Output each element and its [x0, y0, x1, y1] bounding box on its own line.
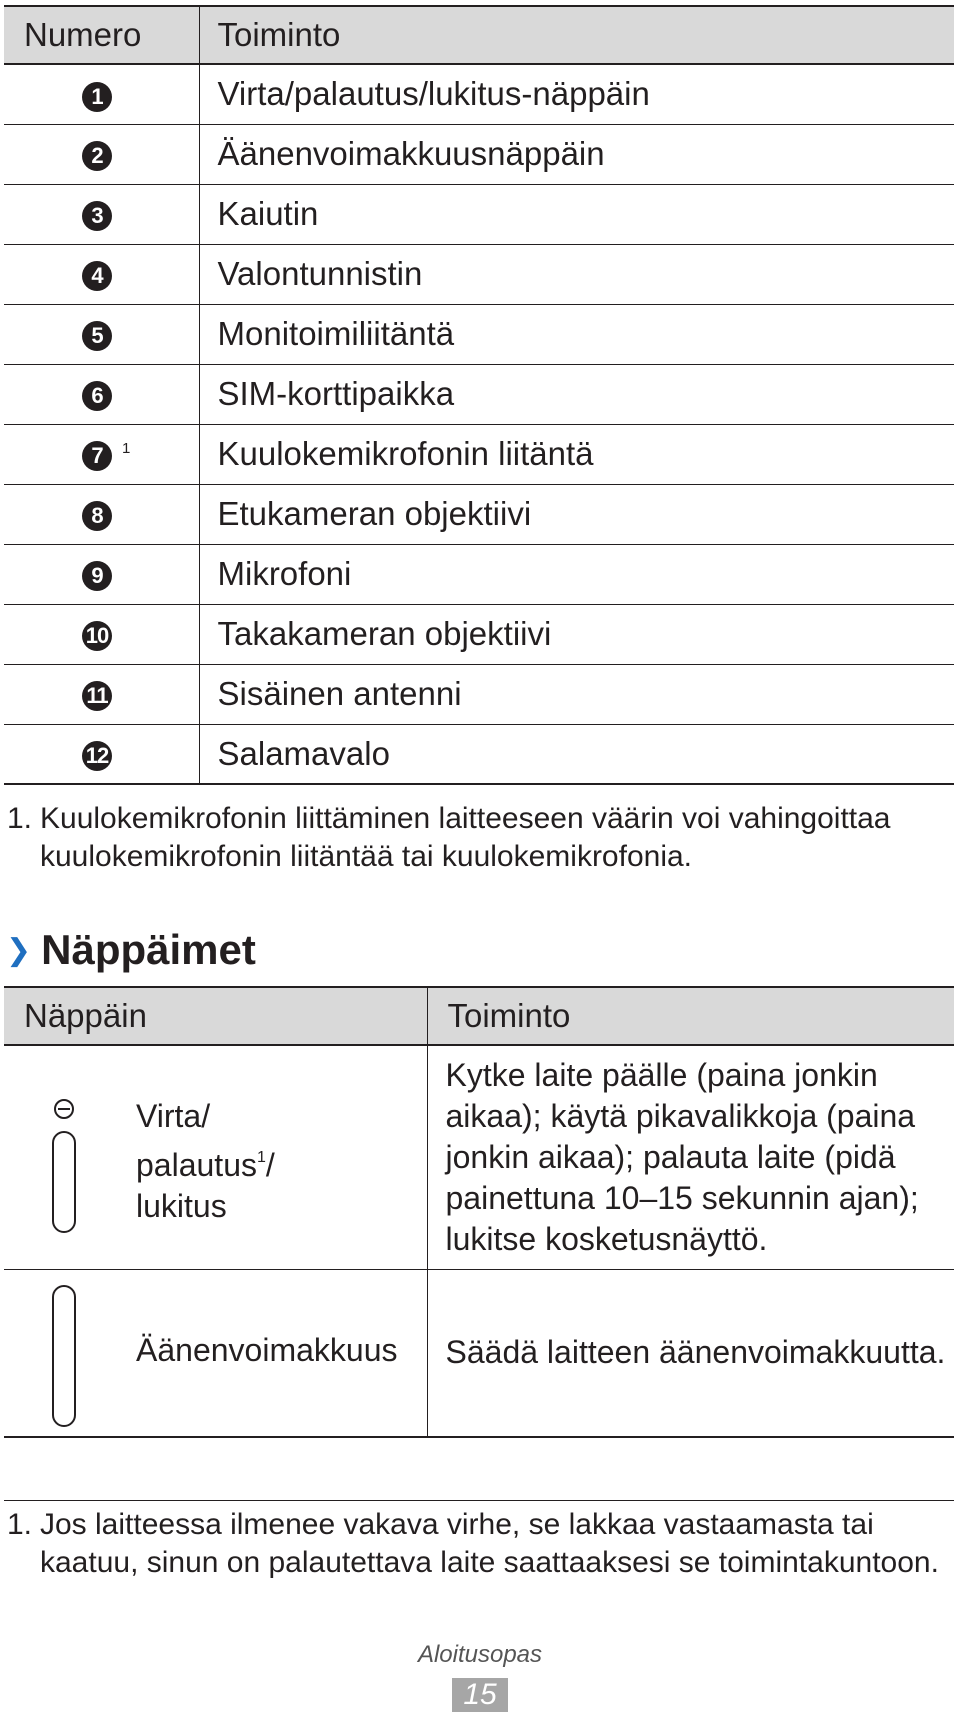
section-heading — [6, 922, 256, 979]
table-row — [4, 604, 954, 664]
table-row — [4, 1269, 954, 1437]
number-badge: 2 — [82, 141, 112, 171]
number-badge: 4 — [82, 261, 112, 291]
table-row — [4, 664, 954, 724]
table-row — [4, 424, 954, 484]
number-badge: 12 — [82, 741, 112, 771]
footnote-number: 1. — [7, 1508, 33, 1541]
column-header-key: Näppäin — [4, 987, 427, 1045]
key-name: Äänenvoimakkuus — [136, 1331, 398, 1368]
section-title: Näppäimet — [41, 926, 256, 973]
key-function: Kytke laite päälle (paina jonkin aikaa); käytä pikavalikkoja (paina jonkin aikaa); palauta laite (pidä painettuna 10–15 sekunnin ajan); lukitse kosketusnäyttö. — [427, 1045, 954, 1269]
part-label: Valontunnistin — [199, 244, 954, 304]
footnote-keys — [7, 1506, 947, 1582]
footnote-text: Jos laitteessa ilmenee vakava virhe, se lakkaa vastaamasta tai kaatuu, sinun on palautettava laite saattaaksesi se toimintakuntoon. — [40, 1508, 939, 1579]
footnote-ref: 1 — [256, 1149, 266, 1166]
part-label: Monitoimiliitäntä — [199, 304, 954, 364]
table-row — [4, 364, 954, 424]
number-badge: 9 — [82, 561, 112, 591]
number-badge: 7 — [82, 441, 112, 471]
number-badge: 10 — [82, 621, 112, 651]
number-badge: 8 — [82, 501, 112, 531]
table-row — [4, 184, 954, 244]
part-label: Kaiutin — [199, 184, 954, 244]
parts-table — [4, 5, 954, 785]
table-row — [4, 64, 954, 124]
number-badge: 11 — [82, 681, 112, 711]
column-header-function: Toiminto — [427, 987, 954, 1045]
table-row — [4, 724, 954, 784]
page-number: 15 — [452, 1678, 508, 1712]
key-name: Virta/ palautus$^1$/ lukitus — [136, 1098, 275, 1224]
table-row — [4, 124, 954, 184]
table-row — [4, 304, 954, 364]
keys-table — [4, 986, 954, 1438]
footer-label: Aloitusopas — [417, 1641, 543, 1668]
part-label: Sisäinen antenni — [199, 664, 954, 724]
number-badge: 1 — [82, 82, 112, 112]
column-header-function: Toiminto — [199, 6, 954, 64]
column-header-number: Numero — [4, 6, 199, 64]
part-label: SIM-korttipaikka — [199, 364, 954, 424]
part-label: Etukameran objektiivi — [199, 484, 954, 544]
footnote-ref: 1 — [122, 440, 131, 457]
table-row — [4, 484, 954, 544]
number-badge: 3 — [82, 201, 112, 231]
key-function: Säädä laitteen äänenvoimakkuutta. — [427, 1269, 954, 1437]
table-row — [4, 244, 954, 304]
part-label: Kuulokemikrofonin liitäntä — [199, 424, 954, 484]
footnote-divider — [4, 1500, 954, 1501]
table-row — [4, 544, 954, 604]
part-label: Äänenvoimakkuusnäppäin — [199, 124, 954, 184]
footnote-parts — [7, 800, 947, 876]
footnote-number: 1. — [7, 802, 33, 835]
parts-table-header — [4, 6, 954, 64]
footnote-text: Kuulokemikrofonin liittäminen laitteeseen väärin voi vahingoittaa kuulokemikrofonin liitäntää tai kuulokemikrofonia. — [40, 802, 891, 873]
chevron-right-icon: ❯ — [6, 934, 32, 967]
number-badge: 6 — [82, 381, 112, 411]
part-label: Virta/palautus/lukitus-näppäin — [199, 64, 954, 124]
table-row — [4, 1045, 954, 1269]
power-key-icon — [44, 1096, 84, 1236]
keys-table-header — [4, 987, 954, 1045]
volume-key-icon — [44, 1284, 84, 1430]
part-label: Salamavalo — [199, 724, 954, 784]
number-badge: 5 — [82, 321, 112, 351]
part-label: Takakameran objektiivi — [199, 604, 954, 664]
part-label: Mikrofoni — [199, 544, 954, 604]
